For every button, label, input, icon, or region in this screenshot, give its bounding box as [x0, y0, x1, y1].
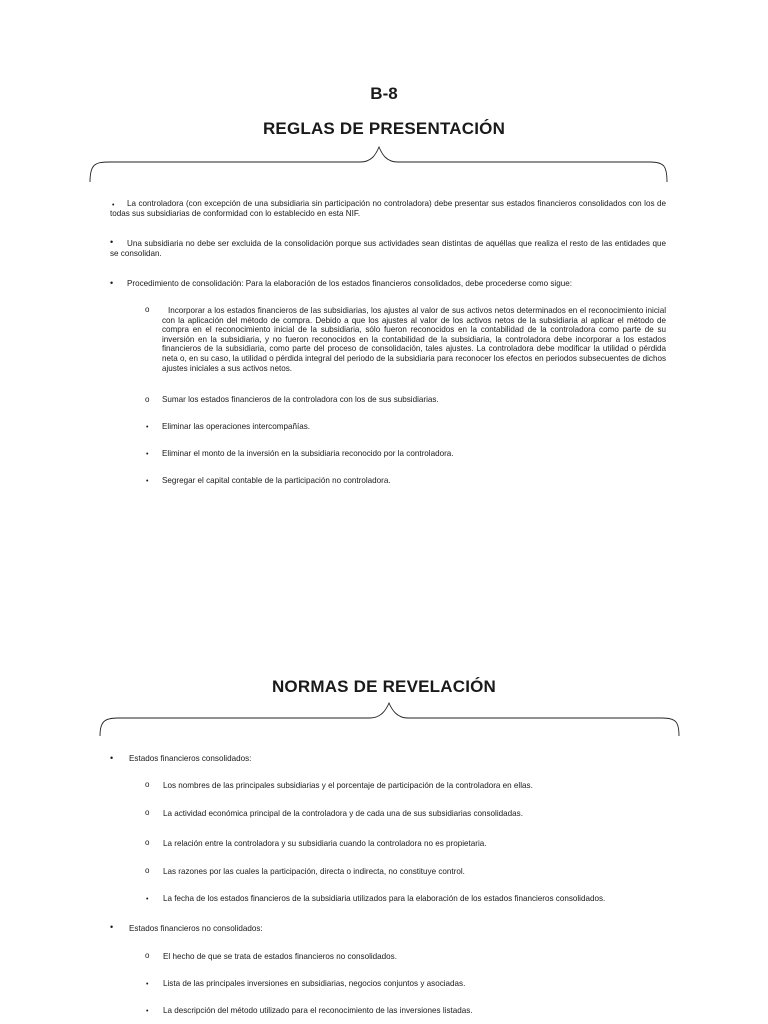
- non-consolidated-item-1: El hecho de que se trata de estados financieros no consolidados.: [163, 952, 397, 961]
- circle-marker: o: [145, 838, 150, 847]
- circle-marker: o: [145, 780, 150, 789]
- bullet-marker: •: [110, 278, 114, 288]
- consolidated-item-1: Los nombres de las principales subsidiarias y el porcentaje de participación de la controladora en ellas.: [163, 781, 533, 790]
- non-consolidated-item-3: La descripción del método utilizado para el reconocimiento de las inversiones listadas.: [163, 1006, 473, 1015]
- presentation-paragraph-2: Una subsidiaria no debe ser excluida de la consolidación porque sus actividades sean distintas de aquéllas que realiza el resto de las entidades que se consolidan.: [110, 239, 666, 258]
- consolidated-item-5: La fecha de los estados financieros de la subsidiaria utilizados para la elaboración de los estados financieros consolidados.: [163, 894, 606, 903]
- consolidation-step-1: Incorporar a los estados financieros de las subsidiarias, los ajustes al valor de sus activos netos determinados en el reconocimiento inicial con la aplicación del método de compra. Debido a que los ajustes al valor de los activos netos de la subsidiaria al aplicar el método de compra en el reconocimiento inicial de la subsidiaria, sólo fueron reconocidos en la contabilidad de la controladora como parte de su inversión en la subsidiaria, y no fueron reconocidos en la contabilidad de la subsidiaria, la controladora debe incorporar a los estados financieros de la subsidiaria, como parte del proceso de consolidación, tales ajustes. La controladora debe modificar la utilidad o pérdida neta o, en su caso, la utilidad o pérdida integral del periodo de la subsidiaria para reconocer los efectos en periodos subsecuentes de dichos ajustes iniciales a sus activos netos.: [162, 306, 666, 373]
- consolidation-step-3: Eliminar las operaciones intercompañías.: [162, 422, 311, 431]
- consolidated-item-3: La relación entre la controladora y su subsidiaria cuando la controladora no es propietaria.: [163, 839, 487, 848]
- consolidation-step-5: Segregar el capital contable de la participación no controladora.: [162, 476, 391, 485]
- bullet-marker: •: [146, 1008, 149, 1015]
- consolidated-statements-label: Estados financieros consolidados:: [129, 754, 252, 763]
- bullet-marker: •: [112, 202, 115, 209]
- bullet-marker: •: [146, 981, 149, 988]
- presentation-paragraph-3: Procedimiento de consolidación: Para la elaboración de los estados financieros consolidados, debe procederse como sigue:: [127, 279, 572, 288]
- circle-marker: o: [145, 395, 150, 404]
- consolidated-item-4: Las razones por las cuales la participación, directa o indirecta, no constituye control.: [163, 867, 465, 876]
- consolidated-item-2: La actividad económica principal de la controladora y de cada una de sus subsidiarias consolidadas.: [163, 809, 523, 818]
- circle-marker: o: [145, 866, 150, 875]
- presentation-title: REGLAS DE PRESENTACIÓN: [262, 119, 506, 138]
- section-code: B-8: [370, 84, 398, 103]
- non-consolidated-statements-label: Estados financieros no consolidados:: [129, 924, 263, 933]
- non-consolidated-item-2: Lista de las principales inversiones en subsidiarias, negocios conjuntos y asociadas.: [163, 979, 466, 988]
- bullet-marker: •: [110, 922, 114, 932]
- consolidation-step-4: Eliminar el monto de la inversión en la subsidiaria reconocido por la controladora.: [162, 449, 454, 458]
- presentation-paragraph-1: La controladora (con excepción de una subsidiaria sin participación no controladora) debe presentar sus estados financieros consolidados con los de todas sus subsidiarias de conformidad con lo establecido en esta NIF.: [110, 199, 666, 218]
- bullet-marker: •: [110, 753, 114, 763]
- bullet-marker: •: [146, 896, 149, 903]
- circle-marker: o: [145, 305, 150, 314]
- disclosure-title: NORMAS DE REVELACIÓN: [271, 677, 497, 696]
- consolidation-step-2: Sumar los estados financieros de la controladora con los de sus subsidiarias.: [162, 395, 439, 404]
- bullet-marker: •: [146, 478, 149, 485]
- circle-marker: o: [145, 951, 150, 960]
- bullet-marker: •: [146, 424, 149, 431]
- bullet-marker: •: [146, 451, 149, 458]
- disclosure-brace: [0, 700, 768, 740]
- bullet-marker: •: [110, 237, 114, 247]
- presentation-brace: [0, 144, 768, 184]
- circle-marker: o: [145, 808, 150, 817]
